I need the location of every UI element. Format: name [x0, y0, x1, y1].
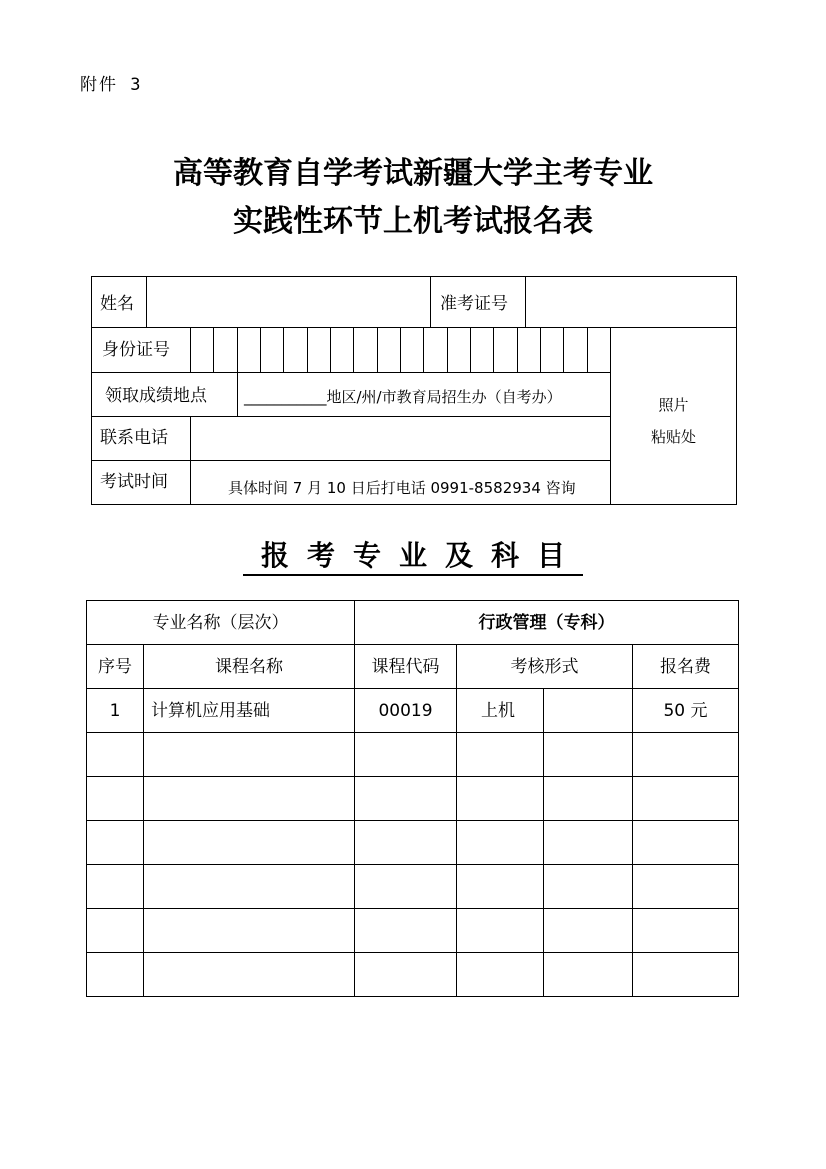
header-code: 课程代码 [371, 657, 440, 677]
major-value: 行政管理（专科） [478, 613, 615, 633]
row-code: 00019 [378, 701, 433, 721]
attachment-label: 附件 3 [80, 75, 143, 95]
id-number-label: 身份证号 [102, 340, 170, 360]
photo-placeholder-line2: 粘贴处 [650, 428, 696, 446]
row-form: 上机 [481, 701, 515, 721]
ticket-number-label: 准考证号 [440, 294, 508, 314]
phone-label: 联系电话 [100, 428, 168, 448]
score-pickup-label: 领取成绩地点 [105, 386, 207, 406]
row-no: 1 [109, 701, 121, 721]
name-label: 姓名 [100, 294, 134, 314]
page-title-line2: 实践性环节上机考试报名表 [233, 204, 593, 239]
header-form: 考核形式 [510, 657, 579, 677]
header-no: 序号 [98, 657, 132, 677]
photo-placeholder-line1: 照片 [658, 396, 689, 414]
score-pickup-value: ___________地区/州/市教育局招生办（自考办） [244, 388, 562, 406]
header-fee: 报名费 [660, 657, 711, 677]
header-course: 课程名称 [215, 657, 283, 677]
exam-time-value: 具体时间 7 月 10 日后打电话 0991-8582934 咨询 [228, 479, 576, 497]
section-title-text: 报考专业及科目 [243, 539, 583, 576]
row-course: 计算机应用基础 [151, 701, 270, 721]
page-title-line1: 高等教育自学考试新疆大学主考专业 [173, 156, 653, 191]
exam-time-label: 考试时间 [100, 472, 168, 492]
row-fee: 50 元 [663, 701, 708, 721]
major-label: 专业名称（层次） [152, 613, 289, 633]
